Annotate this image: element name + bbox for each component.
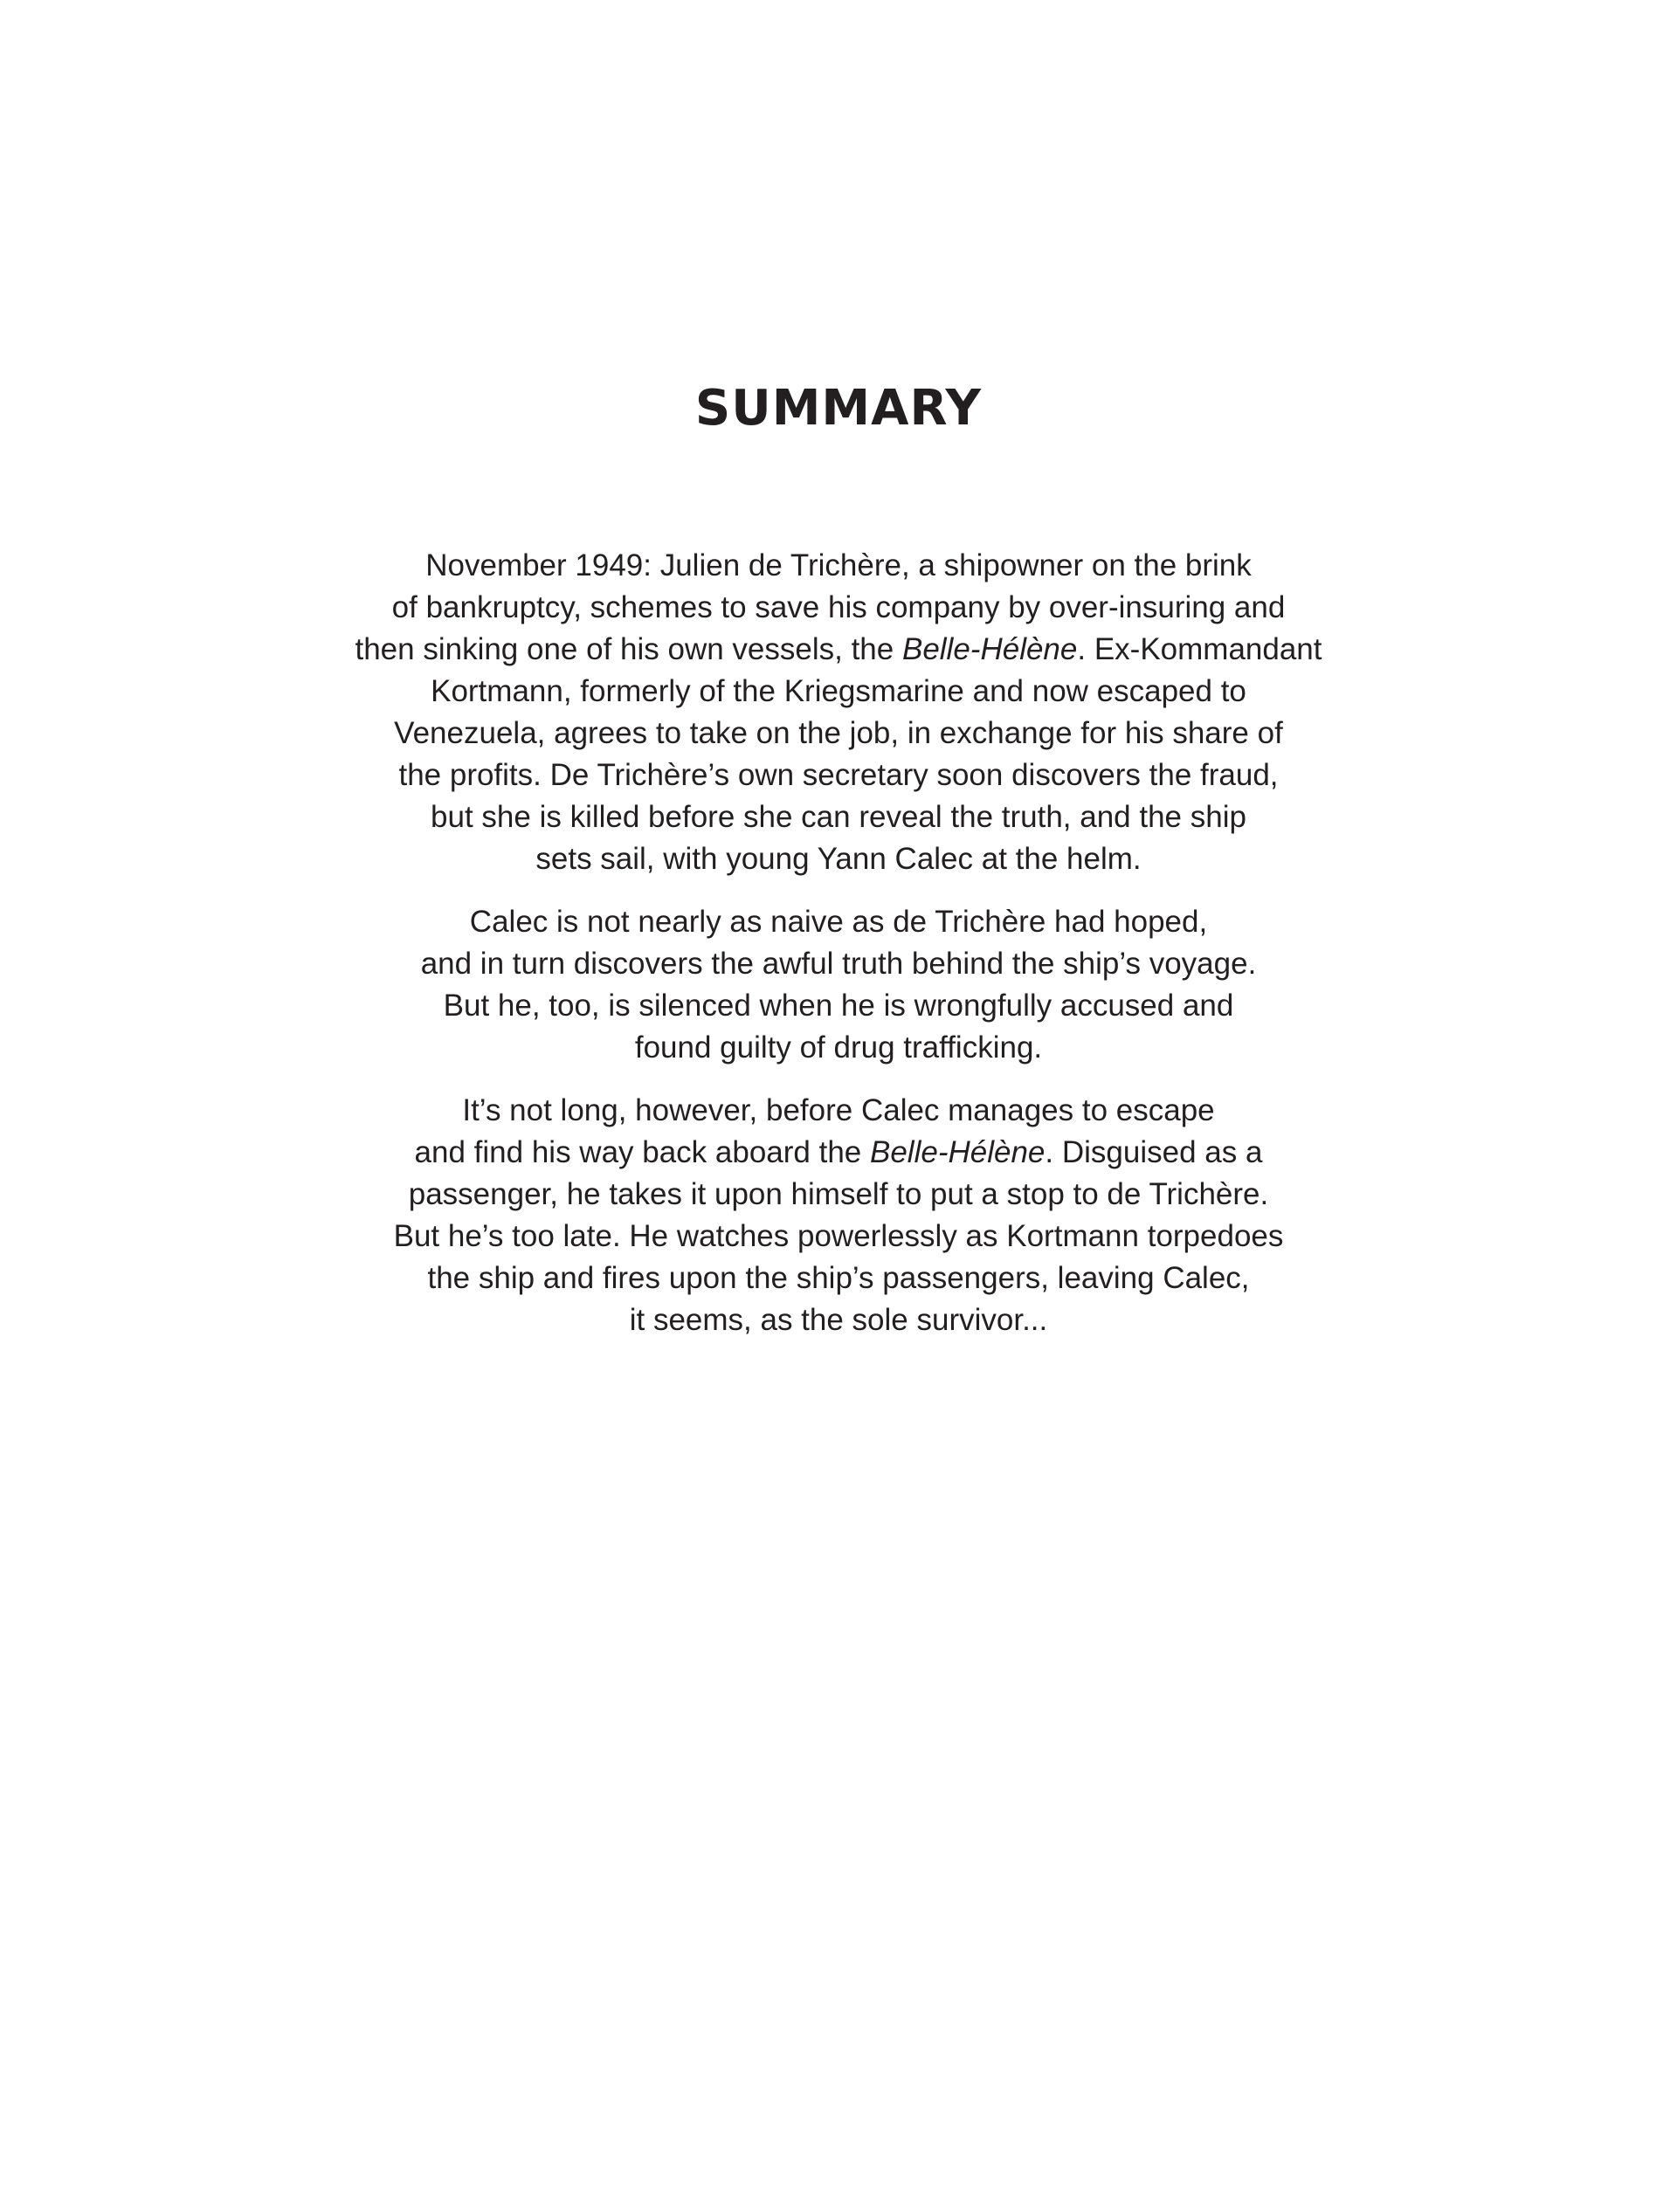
text-line <box>314 1132 1363 1174</box>
summary-paragraph-2 <box>314 901 1363 1069</box>
text-line <box>314 943 1363 985</box>
text-line <box>314 629 1363 671</box>
text-line <box>314 796 1363 838</box>
line-text: found guilty of drug trafficking. <box>634 1030 1043 1065</box>
summary-paragraph-3 <box>314 1090 1363 1341</box>
line-text: It’s not long, however, before Calec manages to escape <box>462 1093 1215 1127</box>
line-text: passenger, he takes it upon himself to put a stop to de Trichère. <box>408 1177 1269 1211</box>
ship-name: Belle-Hélène <box>870 1135 1046 1169</box>
text-line <box>314 671 1363 713</box>
summary-paragraph-1 <box>314 545 1363 880</box>
text-line <box>314 755 1363 796</box>
line-text: . Ex-Kommandant <box>1077 632 1322 666</box>
line-text: . Disguised as a <box>1045 1135 1263 1169</box>
summary-body <box>314 545 1363 1362</box>
line-text: it seems, as the sole survivor... <box>629 1303 1048 1337</box>
text-line <box>314 545 1363 587</box>
text-line <box>314 1258 1363 1299</box>
line-text: and find his way back aboard the <box>414 1135 870 1169</box>
text-line <box>314 1027 1363 1069</box>
line-text: the profits. De Trichère’s own secretary soon discovers the fraud, <box>398 758 1279 792</box>
line-text: and in turn discovers the awful truth behind the ship’s voyage. <box>420 947 1257 981</box>
text-line <box>314 1216 1363 1258</box>
line-text: Kortmann, formerly of the Kriegsmarine and now escaped to <box>431 674 1246 708</box>
text-line <box>314 901 1363 943</box>
line-text: then sinking one of his own vessels, the <box>355 632 902 666</box>
line-text: But he, too, is silenced when he is wrongfully accused and <box>443 989 1234 1023</box>
text-line <box>314 1174 1363 1216</box>
line-text: sets sail, with young Yann Calec at the helm. <box>535 842 1142 876</box>
page-title: SUMMARY <box>694 380 983 437</box>
line-text: the ship and fires upon the ship’s passengers, leaving Calec, <box>427 1261 1250 1295</box>
text-line <box>314 587 1363 629</box>
text-line <box>314 713 1363 755</box>
ship-name: Belle-Hélène <box>901 632 1078 666</box>
text-line <box>314 1299 1363 1341</box>
text-line <box>314 985 1363 1027</box>
line-text: Calec is not nearly as naive as de Trichère had hoped, <box>469 905 1208 939</box>
line-text: But he’s too late. He watches powerlessly as Kortmann torpedoes <box>393 1219 1284 1253</box>
line-text: but she is killed before she can reveal the truth, and the ship <box>431 800 1246 834</box>
text-line <box>314 1090 1363 1132</box>
line-text: Venezuela, agrees to take on the job, in exchange for his share of <box>394 716 1283 750</box>
line-text: November 1949: Julien de Trichère, a shipowner on the brink <box>425 548 1252 582</box>
text-line <box>314 838 1363 880</box>
line-text: of bankruptcy, schemes to save his company by over-insuring and <box>391 590 1286 624</box>
